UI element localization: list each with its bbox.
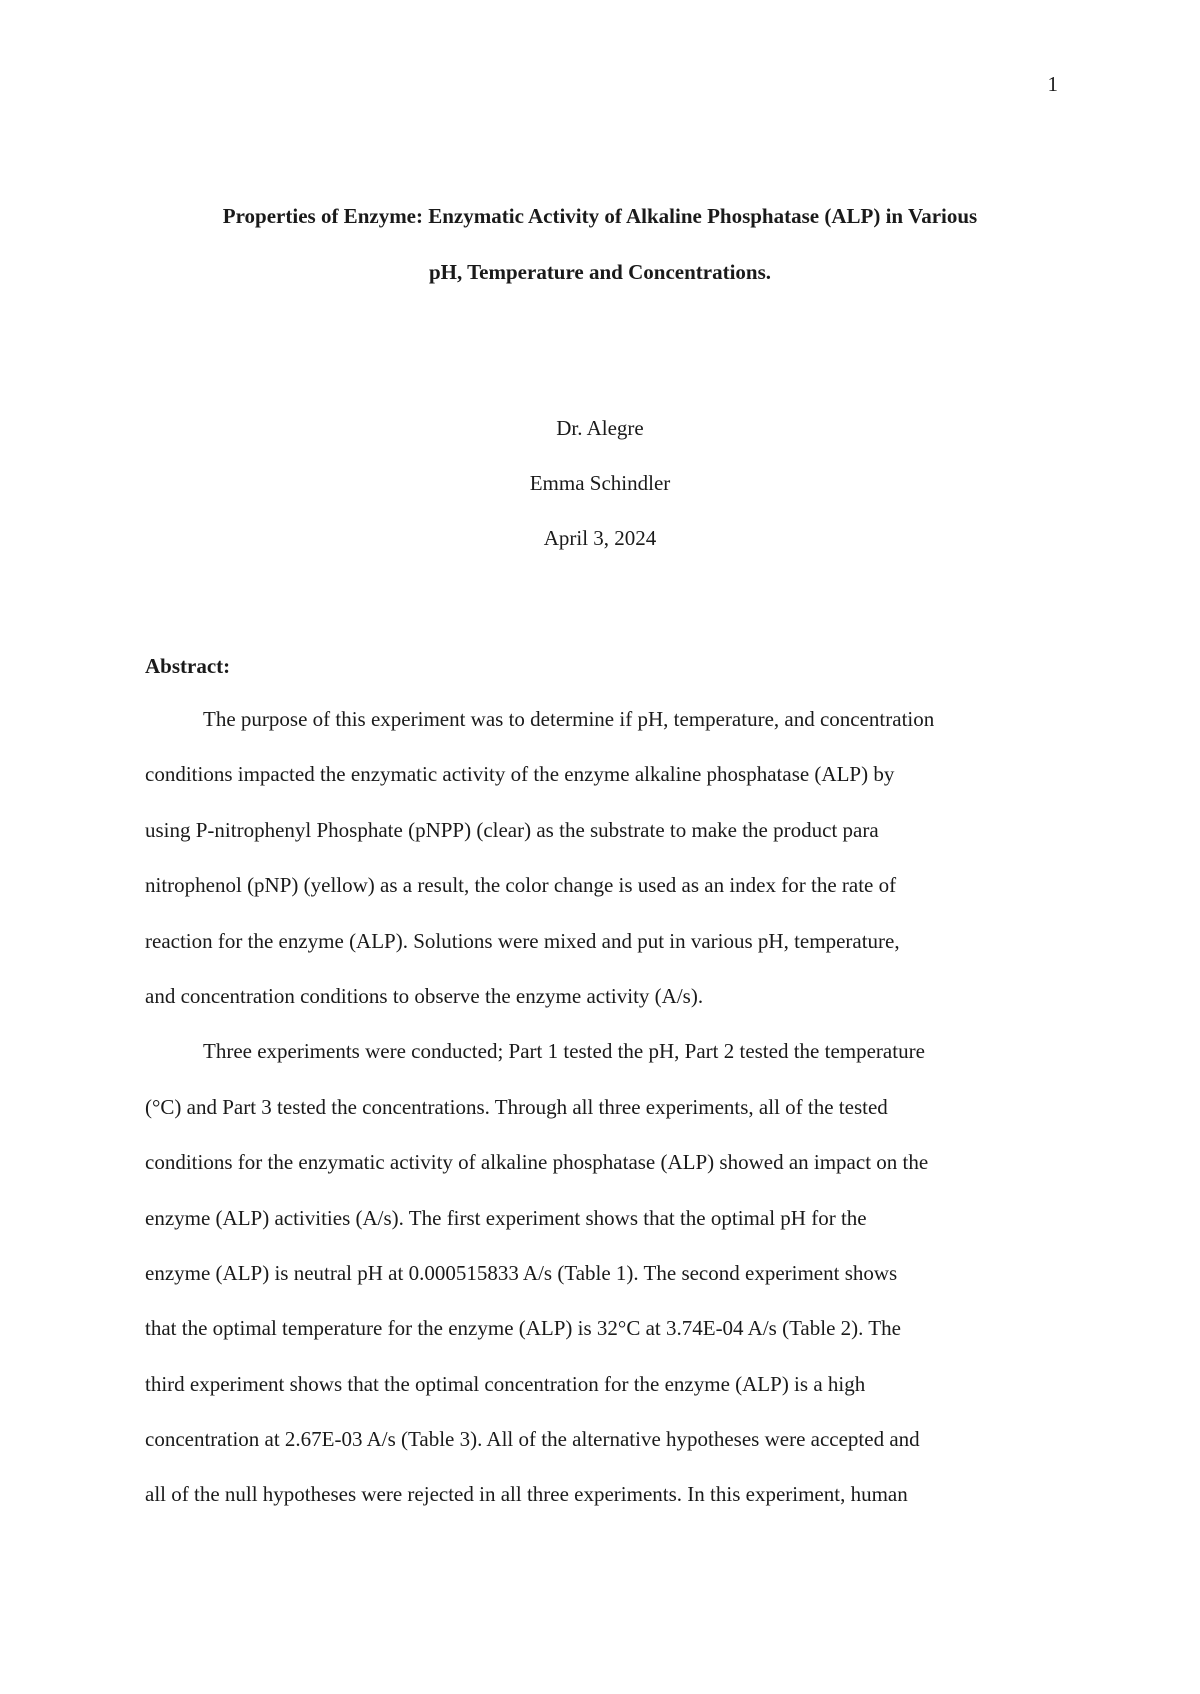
abstract-line: The purpose of this experiment was to determine if pH, temperature, and concentration	[203, 707, 935, 731]
paper-date: April 3, 2024	[543, 526, 657, 550]
title-line: Properties of Enzyme: Enzymatic Activity of Alkaline Phosphatase (ALP) in Various	[222, 204, 978, 228]
abstract-line: (°C) and Part 3 tested the concentrations. Through all three experiments, all of the tested	[145, 1094, 888, 1119]
abstract-line: conditions impacted the enzymatic activity of the enzyme alkaline phosphatase (ALP) by	[145, 762, 895, 787]
abstract-line: using P-nitrophenyl Phosphate (pNPP) (clear) as the substrate to make the product para	[145, 817, 879, 842]
abstract-heading: Abstract:	[145, 654, 231, 678]
abstract-line: Three experiments were conducted; Part 1 tested the pH, Part 2 tested the temperature	[203, 1039, 925, 1064]
abstract-line: conditions for the enzymatic activity of alkaline phosphatase (ALP) showed an impact on the	[145, 1150, 929, 1175]
author-block	[145, 414, 1055, 579]
title-line: pH, Temperature and Concentrations.	[428, 260, 772, 284]
abstract-line: concentration at 2.67E-03 A/s (Table 3). All of the alternative hypotheses were accepted and	[145, 1427, 920, 1452]
abstract-line: enzyme (ALP) is neutral pH at 0.000515833 A/s (Table 1). The second experiment shows	[145, 1260, 898, 1285]
abstract-line: enzyme (ALP) activities (A/s). The first experiment shows that the optimal pH for the	[145, 1205, 867, 1230]
instructor-name: Dr. Alegre	[556, 416, 644, 440]
page-number: 1	[1047, 72, 1058, 96]
abstract-line: third experiment shows that the optimal concentration for the enzyme (ALP) is a high	[145, 1371, 866, 1396]
author-name: Emma Schindler	[529, 471, 671, 495]
abstract-line: that the optimal temperature for the enzyme (ALP) is 32°C at 3.74E-04 A/s (Table 2). The	[145, 1316, 901, 1341]
abstract-body	[145, 705, 1065, 1536]
abstract-line: reaction for the enzyme (ALP). Solutions were mixed and put in various pH, temperature,	[145, 928, 900, 953]
paper-title	[145, 188, 1055, 300]
abstract-line: and concentration conditions to observe the enzyme activity (A/s).	[145, 983, 704, 1008]
abstract-line: nitrophenol (pNP) (yellow) as a result, the color change is used as an index for the rate of	[145, 873, 897, 898]
abstract-line: all of the null hypotheses were rejected in all three experiments. In this experiment, human	[145, 1482, 908, 1507]
